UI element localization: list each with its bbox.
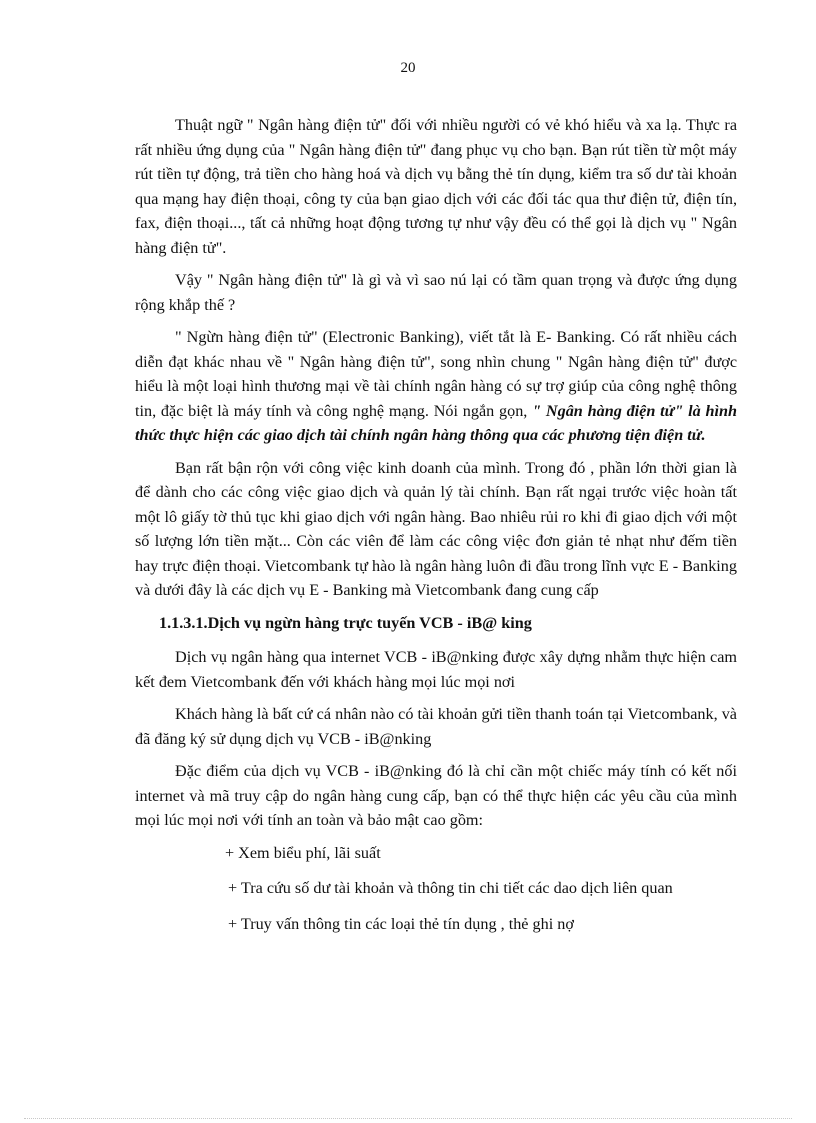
list-item: + Xem biểu phí, lãi suất xyxy=(225,843,381,862)
page-number: 20 xyxy=(400,60,416,76)
paragraph-ebanking-definition xyxy=(135,325,737,448)
feature-list xyxy=(135,841,737,937)
paragraph-service-description: Dịch vụ ngân hàng qua internet VCB - iB@nking được xây dựng nhằm thực hiện cam kết đem Vietcombank đến với khách hàng mọi lúc mọi nơi xyxy=(135,648,737,691)
paragraph-service-eligibility: Khách hàng là bất cứ cá nhân nào có tài khoản gửi tiền thanh toán tại Vietcombank, và đã đăng ký sử dụng dịch vụ VCB - iB@nking xyxy=(135,705,737,748)
paragraph-service-features: Đặc điểm của dịch vụ VCB - iB@nking đó là chỉ cần một chiếc máy tính có kết nối internet và mã truy cập do ngân hàng cung cấp, bạn có thể thực hiện các yêu cầu của mình mọi lúc mọi nơi với tính an toàn và bảo mật cao gồm: xyxy=(135,762,737,829)
paragraph-ebanking-intro: Thuật ngữ " Ngân hàng điện tử" đối với nhiều người có vẻ khó hiểu và xa lạ. Thực ra rất nhiều ứng dụng của " Ngân hàng điện tử" đang phục vụ cho bạn. Bạn rút tiền từ một máy rút tiền tự động, trả tiền cho hàng hoá và dịch vụ bằng thẻ tín dụng, kiểm tra số dư tài khoản qua mạng hay điện thoại, công ty của bạn giao dịch với các đối tác qua thư điện tử, điện tín, fax, điện thoại..., tất cả những hoạt động tương tự như vậy đều có thể gọi là dịch vụ " Ngân hàng điện tử". xyxy=(135,116,737,257)
definition-text: " Ngừn hàng điện tử" (Electronic Banking), viết tắt là E- Banking. Có rất nhiều cách diễn đạt khác nhau về " Ngân hàng điện tử", song nhìn chung " Ngân hàng điện tử" được hiểu là một loại hình thương mại về tài chính ngân hàng có sự trợ giúp của công nghệ thông tin, đặc biệt là máy tính và công nghệ mạng. Nói ngắn gọn, xyxy=(135,328,737,420)
page-bottom-divider xyxy=(24,1118,792,1119)
list-item: + Truy vấn thông tin các loại thẻ tín dụng , thẻ ghi nợ xyxy=(228,914,574,933)
document-body xyxy=(135,113,737,947)
definition-emphasis: " Ngân hàng điện tử" là hình thức thực hiện các giao dịch tài chính ngân hàng thông qua các phương tiện điện tử. xyxy=(135,401,738,444)
list-item: + Tra cứu số dư tài khoản và thông tin chi tiết các dao dịch liên quan xyxy=(228,879,673,897)
section-heading: 1.1.3.1.Dịch vụ ngừn hàng trực tuyến VCB - iB@ king xyxy=(159,613,532,632)
paragraph-business-context: Bạn rất bận rộn với công việc kinh doanh của mình. Trong đó , phần lớn thời gian là để dành cho các công việc giao dịch và quản lý tài chính. Bạn rất ngại trước việc hoàn tất một lô giấy tờ thủ tục khi giao dịch với ngân hàng. Bao nhiêu rủi ro khi đi giao dịch với một số lượng lớn tiền mặt... Còn các viên để làm các công việc đơn giản tẻ nhạt như đếm tiền hay trực điện thoại. Vietcombank tự hào là ngân hàng luôn đi đầu trong lĩnh vực E - Banking và dưới đây là các dịch vụ E - Banking mà Vietcombank đang cung cấp xyxy=(135,458,737,599)
paragraph-ebanking-question: Vậy " Ngân hàng điện tử" là gì và vì sao nú lại có tầm quan trọng và được ứng dụng rộng khắp thế ? xyxy=(135,271,737,314)
